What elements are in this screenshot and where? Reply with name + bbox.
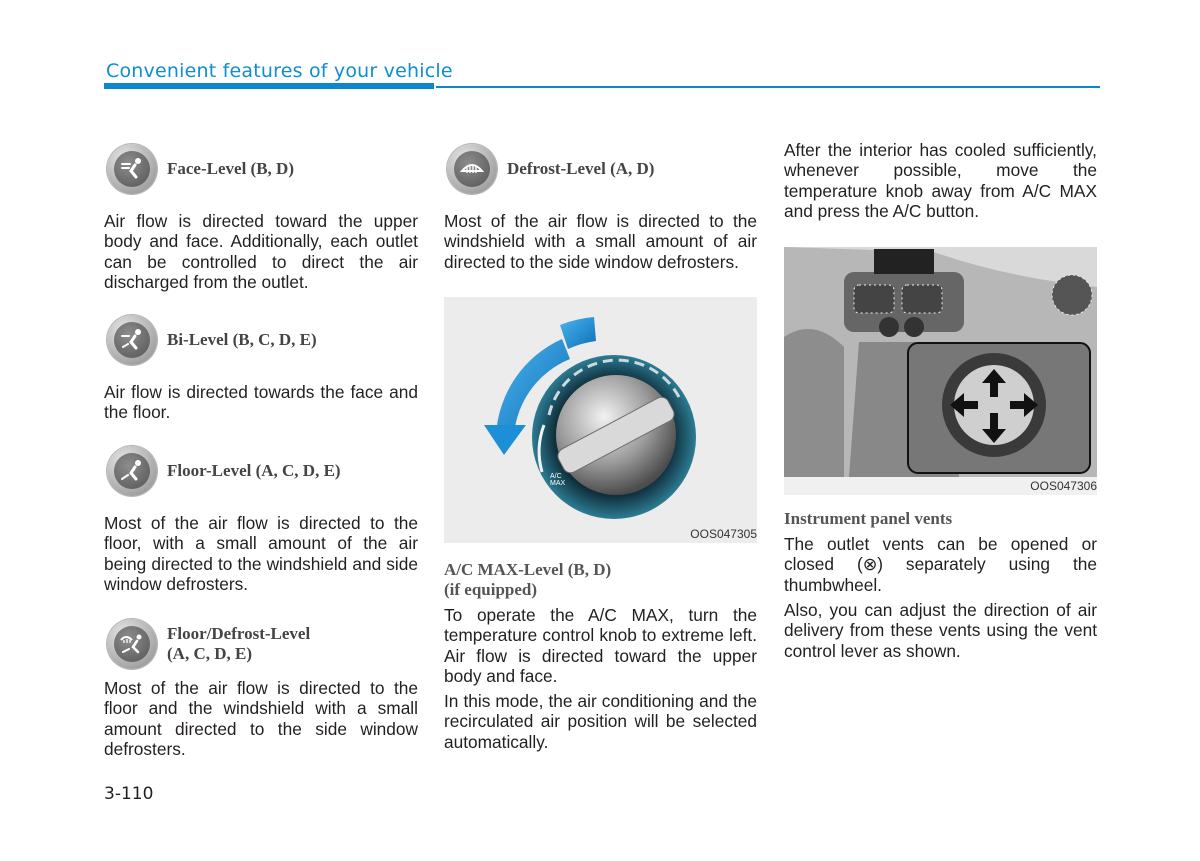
floor-level-text: Most of the air flow is directed to the floor, with a small amount of the air being directed to the windshield and side window defrosters. [104,513,418,594]
vents-text-2: Also, you can adjust the direction of air delivery from these vents using the vent control lever as shown. [784,600,1097,661]
acmax-knob-illustration [444,297,757,543]
acmax-title [444,560,611,600]
instrument-panel-vents-figure [784,247,1097,495]
header-title: Convenient features of your vehicle [106,60,453,82]
instrument-panel-vents-title: Instrument panel vents [784,509,953,528]
closed-symbol-icon: ⊗ [862,554,878,575]
floor-defrost-icon [107,619,157,669]
knob-label-ac: A/C [550,473,562,480]
figure-code-oos047306: OOS047306 [1030,479,1097,493]
vents-text-1-part-a: The outlet vents can be opened or closed ( [784,534,1097,575]
bi-level-text: Air flow is directed towards the face and the floor. [104,382,418,423]
floor-level-label: Floor-Level (A, C, D, E) [167,461,341,480]
acmax-title-line2: (if equipped) [444,580,538,599]
dashboard-illustration [784,247,1097,477]
vents-text-1 [784,534,1097,595]
floor-level-icon [107,446,157,496]
mode-floor-level [107,446,341,496]
defrost-icon [447,144,497,194]
acmax-text-1: To operate the A/C MAX, turn the temperature control knob to extreme left. Air flow is directed toward the upper body and face. [444,605,757,686]
mode-face-level [107,144,294,194]
after-cooled-text: After the interior has cooled sufficiently, whenever possible, move the temperature knob away from A/C MAX and press the A/C button. [784,140,1097,221]
acmax-knob-figure [444,297,757,543]
face-level-text: Air flow is directed toward the upper body and face. Additionally, each outlet can be controlled to direct the air discharged from the outlet. [104,211,418,292]
face-level-icon [107,144,157,194]
defrost-level-label: Defrost-Level (A, D) [507,159,655,178]
knob-label-max: MAX [550,480,566,487]
floor-defrost-label [167,624,310,664]
acmax-title-line1: A/C MAX-Level (B, D) [444,560,612,579]
bi-level-label: Bi-Level (B, C, D, E) [167,330,317,349]
page-number: 3-110 [104,784,154,804]
vents-text-1-part-b: ) separately using the thumbwheel. [784,554,1097,595]
bi-level-icon [107,315,157,365]
header-bar [104,83,434,89]
mode-floor-defrost [107,619,310,669]
figure-code-oos047305: OOS047305 [690,527,757,541]
floor-defrost-label-line1: Floor/Defrost-Level [167,624,311,643]
floor-defrost-text: Most of the air flow is directed to the floor and the windshield with a small amount directed to the side window defrosters. [104,678,418,759]
mode-defrost-level [447,144,654,194]
mode-bi-level [107,315,317,365]
acmax-text-2: In this mode, the air conditioning and the recirculated air position will be selected automatically. [444,691,757,752]
header-rule [436,86,1100,88]
face-level-label: Face-Level (B, D) [167,159,294,178]
floor-defrost-label-line2: (A, C, D, E) [167,644,252,663]
defrost-level-text: Most of the air flow is directed to the windshield with a small amount of air directed to the side window defrosters. [444,211,757,272]
